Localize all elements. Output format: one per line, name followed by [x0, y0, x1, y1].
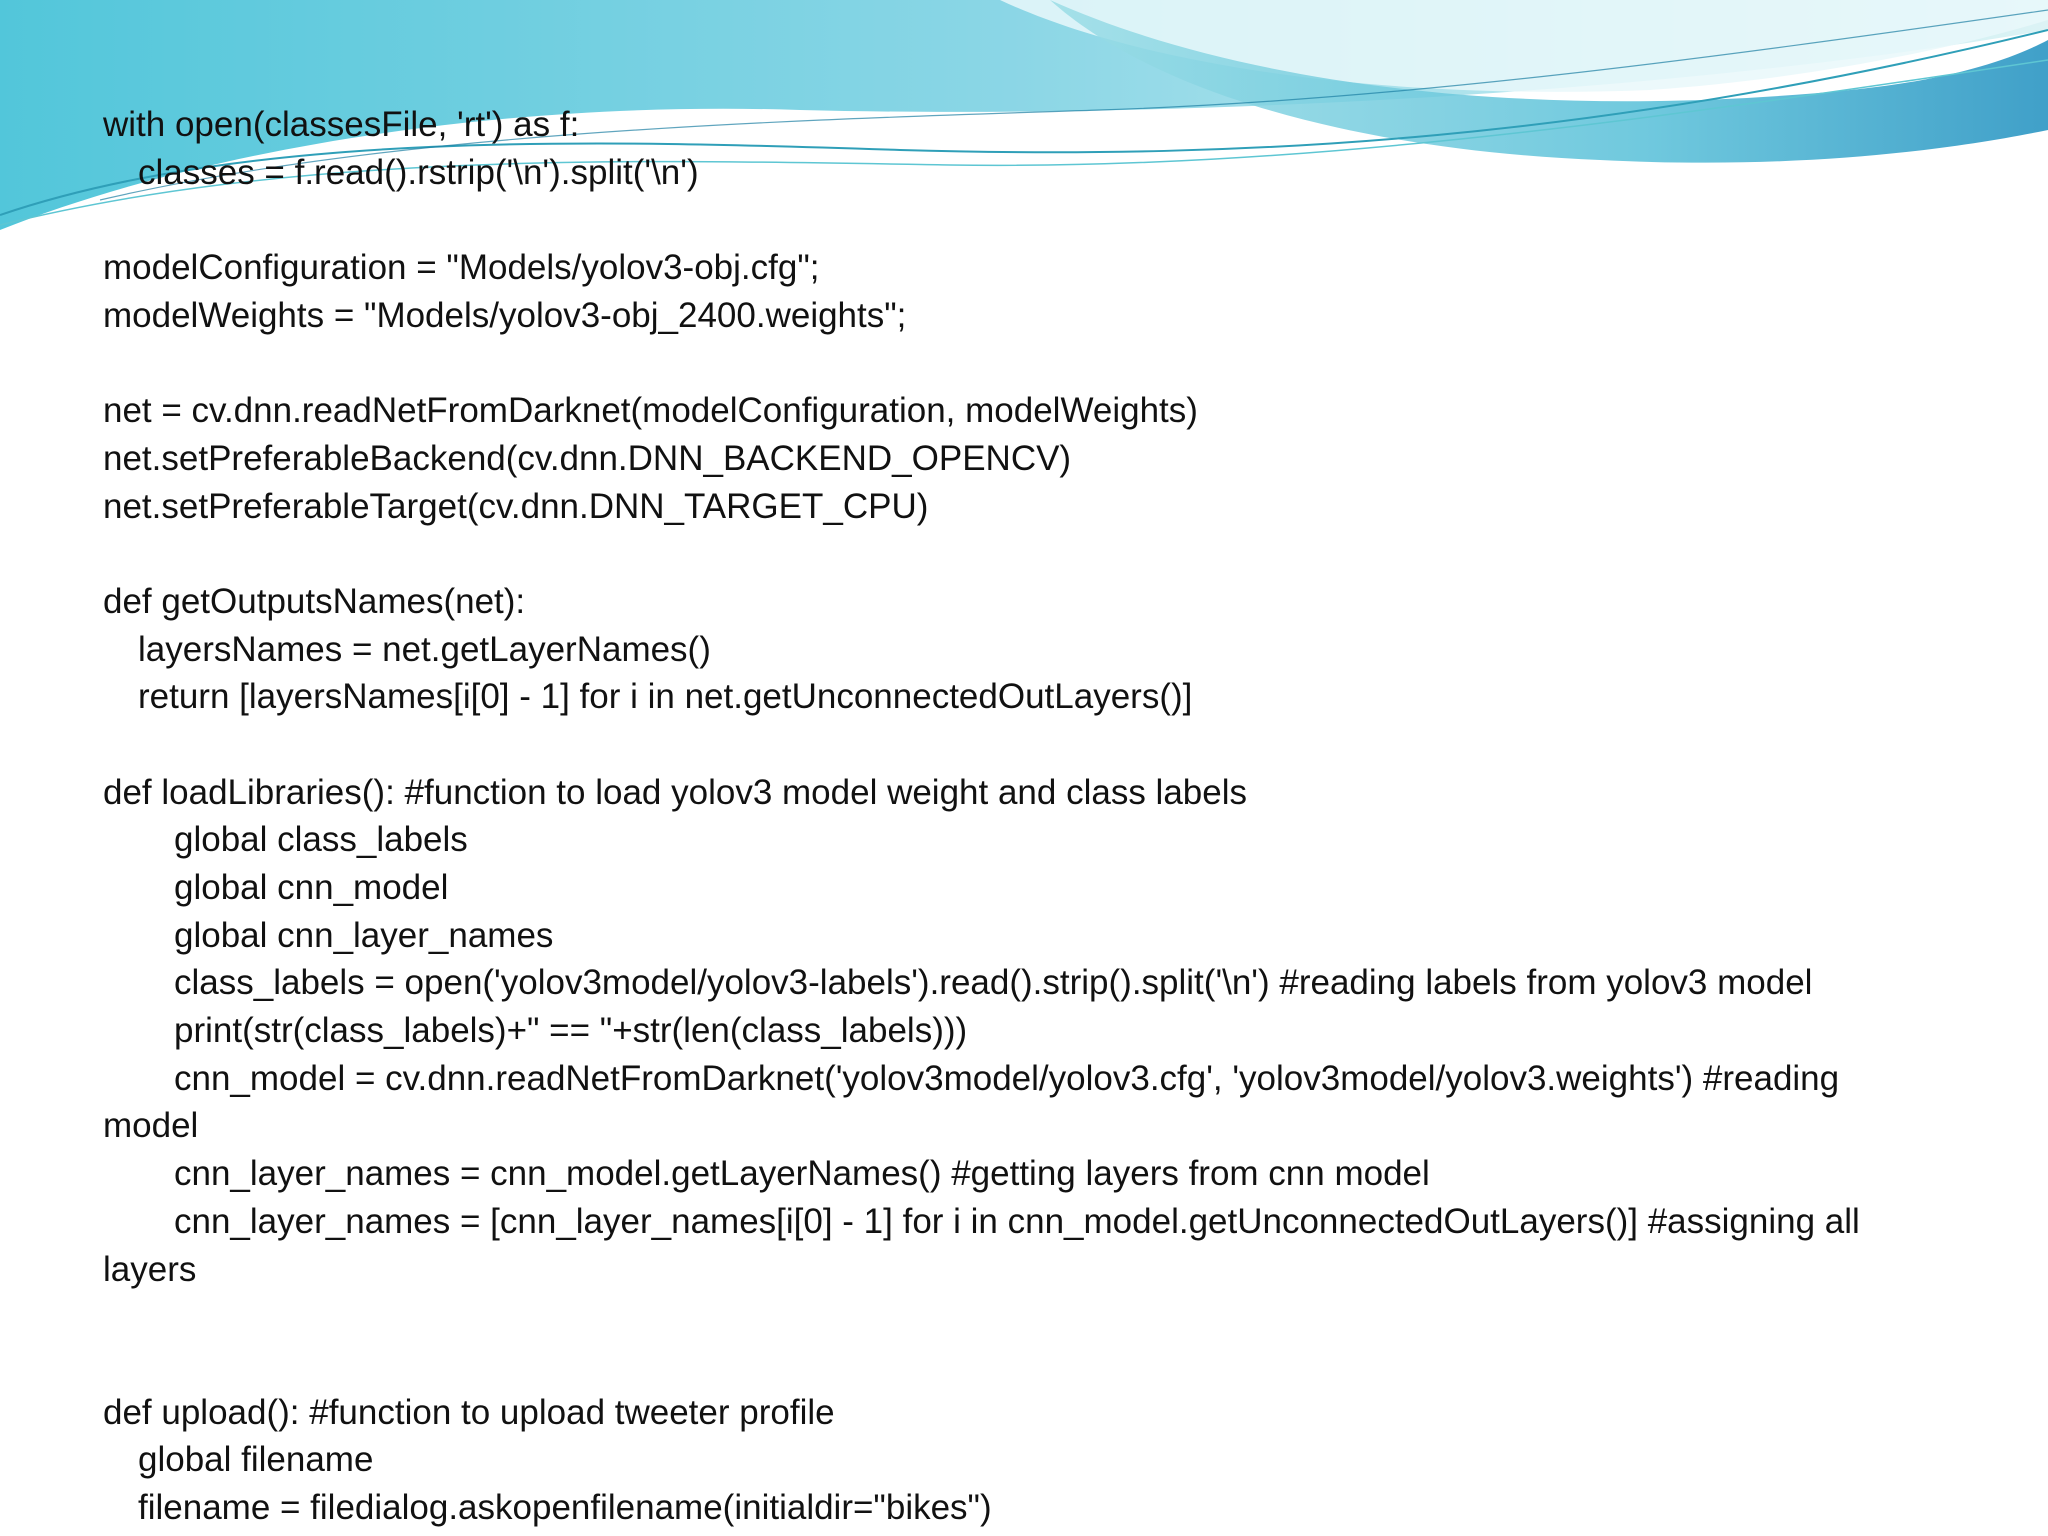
code-line: def getOutputsNames(net):: [103, 581, 526, 621]
blank-line: [103, 1293, 1963, 1341]
blank-line: [103, 196, 1963, 244]
code-line: net.setPreferableTarget(cv.dnn.DNN_TARGET_CPU): [103, 486, 929, 526]
code-line: class_labels = open('yolov3model/yolov3-labels').read().strip().split('\n') #reading labels from yolov3 model: [174, 963, 1813, 1003]
code-line: global cnn_layer_names: [174, 915, 554, 955]
code-line: classes = f.read().rstrip('\n').split('\n'): [138, 152, 699, 192]
code-line: global cnn_model: [174, 868, 449, 907]
code-line: global class_labels: [174, 820, 468, 860]
code-line: def loadLibraries(): #function to load yolov3 model weight and class labels: [103, 772, 1247, 812]
blank-line: [103, 339, 1963, 387]
code-line: global filename: [138, 1440, 374, 1480]
code-line: model: [103, 1106, 199, 1146]
code-line: cnn_layer_names = [cnn_layer_names[i[0] - 1] for i in cnn_model.getUnconnectedOutLayers()] #assigning all: [174, 1201, 1860, 1241]
code-line: print(str(class_labels)+" == "+str(len(class_labels))): [174, 1011, 968, 1051]
code-line: modelWeights = "Models/yolov3-obj_2400.weights";: [103, 295, 907, 335]
blank-line: [103, 530, 1963, 578]
code-line: filename = filedialog.askopenfilename(initialdir="bikes"): [138, 1487, 992, 1527]
code-line: cnn_layer_names = cnn_model.getLayerNames() #getting layers from cnn model: [174, 1154, 1430, 1194]
code-line: cnn_model = cv.dnn.readNetFromDarknet('yolov3model/yolov3.cfg', 'yolov3model/yolov3.weights') #reading: [174, 1058, 1840, 1098]
code-line: net.setPreferableBackend(cv.dnn.DNN_BACKEND_OPENCV): [103, 438, 1072, 478]
code-line: modelConfiguration = "Models/yolov3-obj.cfg";: [103, 248, 820, 288]
code-line: with open(classesFile, 'rt') as f:: [103, 105, 580, 144]
code-line: layers: [103, 1249, 197, 1289]
code-line: def upload(): #function to upload tweeter profile: [103, 1392, 835, 1432]
code-block: [103, 101, 1963, 1532]
code-line: return [layersNames[i[0] - 1] for i in net.getUnconnectedOutLayers()]: [138, 677, 1193, 717]
blank-line: [103, 721, 1963, 769]
code-line: layersNames = net.getLayerNames(): [138, 629, 711, 669]
code-line: net = cv.dnn.readNetFromDarknet(modelConfiguration, modelWeights): [103, 391, 1198, 431]
blank-line: [103, 1341, 1963, 1389]
